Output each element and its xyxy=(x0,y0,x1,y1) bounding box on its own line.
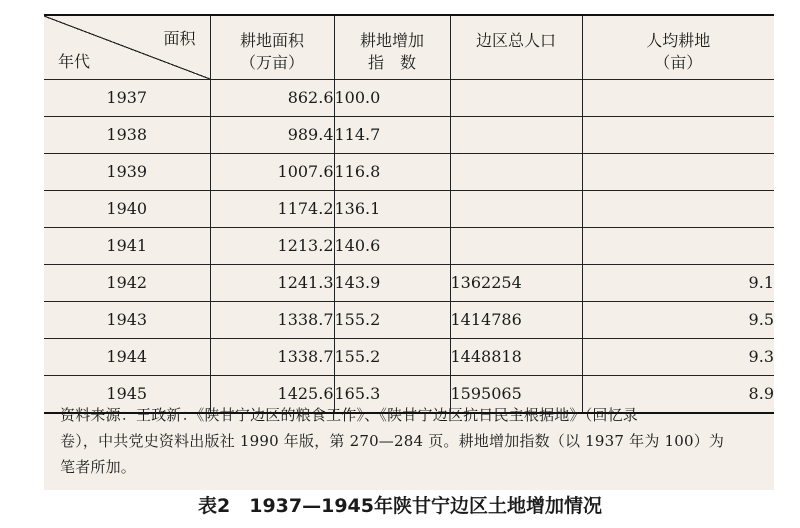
year-cell: 1938 xyxy=(44,116,210,153)
per-capita-cell: 9.3 xyxy=(582,338,774,375)
table-row xyxy=(44,338,774,375)
header-increase-index-line2: 指 数 xyxy=(367,53,416,72)
population-cell xyxy=(450,227,582,264)
table-caption: 表2 1937—1945年陕甘宁边区土地增加情况 xyxy=(198,495,602,517)
land-table xyxy=(44,14,774,414)
year-cell: 1940 xyxy=(44,190,210,227)
header-per-capita-line1: 人均耕地 xyxy=(646,31,711,50)
table-row xyxy=(44,227,774,264)
per-capita-cell: 9.1 xyxy=(582,264,774,301)
header-cultivated-area xyxy=(210,15,334,79)
table-header-row xyxy=(44,15,774,79)
index-cell: 114.7 xyxy=(334,116,450,153)
per-capita-cell xyxy=(582,153,774,190)
population-cell xyxy=(450,190,582,227)
diagonal-header-cell xyxy=(44,15,210,79)
table-row xyxy=(44,190,774,227)
header-area-label: 面积 xyxy=(163,29,196,48)
per-capita-cell: 9.5 xyxy=(582,301,774,338)
index-cell: 140.6 xyxy=(334,227,450,264)
population-cell: 1595065 xyxy=(450,375,582,413)
per-capita-cell xyxy=(582,190,774,227)
year-cell: 1943 xyxy=(44,301,210,338)
area-cell: 1425.6 xyxy=(210,375,334,413)
population-cell: 1448818 xyxy=(450,338,582,375)
per-capita-cell xyxy=(582,116,774,153)
source-note-line: 卷），中共党史资料出版社 1990 年版，第 270—284 页。耕地增加指数（以 1937 年为 100）为 xyxy=(60,432,725,450)
population-cell xyxy=(450,153,582,190)
year-cell: 1937 xyxy=(44,79,210,116)
source-note-line: 资料来源：王政新：《陕甘宁边区的粮食工作》、《陕甘宁边区抗日民主根据地》（回忆录 xyxy=(60,406,639,424)
header-increase-index xyxy=(334,15,450,79)
table-row xyxy=(44,301,774,338)
table-row xyxy=(44,79,774,116)
table-row xyxy=(44,116,774,153)
year-cell: 1942 xyxy=(44,264,210,301)
index-cell: 143.9 xyxy=(334,264,450,301)
population-cell: 1362254 xyxy=(450,264,582,301)
index-cell: 155.2 xyxy=(334,338,450,375)
table-row xyxy=(44,264,774,301)
index-cell: 165.3 xyxy=(334,375,450,413)
year-cell: 1941 xyxy=(44,227,210,264)
header-increase-index-line1: 耕地增加 xyxy=(359,31,424,50)
per-capita-cell xyxy=(582,227,774,264)
header-total-population-label: 边区总人口 xyxy=(475,31,556,50)
area-cell: 1338.7 xyxy=(210,301,334,338)
area-cell: 862.6 xyxy=(210,79,334,116)
year-cell: 1939 xyxy=(44,153,210,190)
source-note-line: 笔者所加。 xyxy=(60,458,137,476)
per-capita-cell xyxy=(582,79,774,116)
header-total-population xyxy=(450,15,582,79)
index-cell: 136.1 xyxy=(334,190,450,227)
area-cell: 1174.2 xyxy=(210,190,334,227)
area-cell: 1241.3 xyxy=(210,264,334,301)
area-cell: 1338.7 xyxy=(210,338,334,375)
index-cell: 100.0 xyxy=(334,79,450,116)
header-year-label: 年代 xyxy=(58,51,91,71)
table-row xyxy=(44,153,774,190)
header-per-capita-unit: （亩） xyxy=(654,53,703,72)
area-cell: 1007.6 xyxy=(210,153,334,190)
year-cell: 1944 xyxy=(44,338,210,375)
population-cell xyxy=(450,79,582,116)
population-cell xyxy=(450,116,582,153)
area-cell: 989.4 xyxy=(210,116,334,153)
per-capita-cell: 8.9 xyxy=(582,375,774,413)
index-cell: 116.8 xyxy=(334,153,450,190)
index-cell: 155.2 xyxy=(334,301,450,338)
area-cell: 1213.2 xyxy=(210,227,334,264)
header-cultivated-area-line1: 耕地面积 xyxy=(239,31,304,50)
year-cell: 1945 xyxy=(44,375,210,413)
population-cell: 1414786 xyxy=(450,301,582,338)
source-note xyxy=(60,402,760,480)
header-per-capita xyxy=(582,15,774,79)
header-cultivated-area-unit: （万亩） xyxy=(239,53,304,72)
